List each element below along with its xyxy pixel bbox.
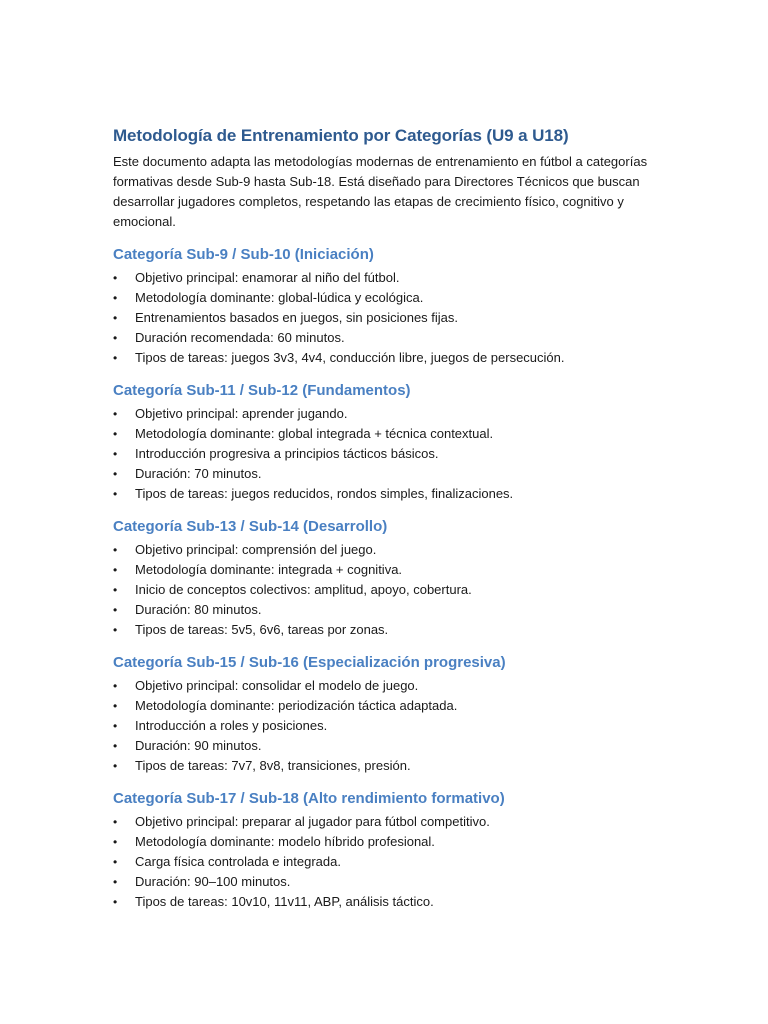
list-item — [113, 892, 673, 912]
bullet-list — [113, 676, 673, 776]
sections-container — [113, 244, 673, 912]
list-item-text: Objetivo principal: preparar al jugador para fútbol competitivo. — [135, 814, 490, 829]
list-item — [113, 328, 673, 348]
bullet-icon: • — [113, 447, 118, 461]
bullet-icon: • — [113, 563, 118, 577]
list-item-text: Tipos de tareas: 7v7, 8v8, transiciones, presión. — [135, 758, 411, 773]
list-item — [113, 872, 673, 892]
section-heading: Categoría Sub-17 / Sub-18 (Alto rendimiento formativo) — [113, 790, 505, 807]
bullet-icon: • — [113, 467, 118, 481]
bullet-icon: • — [113, 603, 118, 617]
list-item-text: Duración recomendada: 60 minutos. — [135, 330, 345, 345]
list-item — [113, 736, 673, 756]
list-item — [113, 676, 673, 696]
bullet-icon: • — [113, 407, 118, 421]
bullet-icon: • — [113, 855, 118, 869]
list-item-text: Metodología dominante: periodización táctica adaptada. — [135, 698, 458, 713]
bullet-list — [113, 812, 673, 912]
list-item-text: Objetivo principal: aprender jugando. — [135, 406, 348, 421]
bullet-icon: • — [113, 331, 118, 345]
list-item-text: Objetivo principal: enamorar al niño del fútbol. — [135, 270, 400, 285]
list-item — [113, 540, 673, 560]
list-item-text: Duración: 90 minutos. — [135, 738, 262, 753]
bullet-icon: • — [113, 623, 118, 637]
list-item-text: Carga física controlada e integrada. — [135, 854, 341, 869]
bullet-icon: • — [113, 311, 118, 325]
bullet-icon: • — [113, 699, 118, 713]
list-item-text: Tipos de tareas: 10v10, 11v11, ABP, análisis táctico. — [135, 894, 434, 909]
list-item-text: Metodología dominante: global integrada + técnica contextual. — [135, 426, 494, 441]
list-item-text: Metodología dominante: modelo híbrido profesional. — [135, 834, 435, 849]
list-item — [113, 288, 673, 308]
bullet-icon: • — [113, 875, 118, 889]
bullet-icon: • — [113, 719, 118, 733]
list-item — [113, 580, 673, 600]
list-item — [113, 484, 673, 504]
list-item — [113, 620, 673, 640]
section-heading: Categoría Sub-11 / Sub-12 (Fundamentos) — [113, 382, 411, 399]
list-item — [113, 812, 673, 832]
category-section — [113, 516, 673, 640]
bullet-icon: • — [113, 543, 118, 557]
category-section — [113, 652, 673, 776]
section-heading: Categoría Sub-13 / Sub-14 (Desarrollo) — [113, 518, 388, 535]
category-section — [113, 244, 673, 368]
bullet-list — [113, 268, 673, 368]
list-item — [113, 696, 673, 716]
bullet-icon: • — [113, 895, 118, 909]
list-item-text: Objetivo principal: comprensión del juego. — [135, 542, 377, 557]
list-item-text: Tipos de tareas: juegos 3v3, 4v4, conducción libre, juegos de persecución. — [135, 350, 565, 365]
list-item — [113, 348, 673, 368]
list-item — [113, 600, 673, 620]
list-item — [113, 404, 673, 424]
list-item-text: Objetivo principal: consolidar el modelo de juego. — [135, 678, 419, 693]
bullet-icon: • — [113, 291, 118, 305]
list-item — [113, 560, 673, 580]
list-item-text: Introducción progresiva a principios tácticos básicos. — [135, 446, 439, 461]
bullet-icon: • — [113, 739, 118, 753]
list-item-text: Duración: 80 minutos. — [135, 602, 262, 617]
list-item — [113, 832, 673, 852]
section-heading: Categoría Sub-9 / Sub-10 (Iniciación) — [113, 246, 374, 263]
list-item — [113, 464, 673, 484]
category-section — [113, 788, 673, 912]
bullet-icon: • — [113, 271, 118, 285]
list-item-text: Inicio de conceptos colectivos: amplitud, apoyo, cobertura. — [135, 582, 472, 597]
intro-paragraph: Este documento adapta las metodologías modernas de entrenamiento en fútbol a categorías formativas desde Sub-9 hasta Sub-18. Está diseñado para Directores Técnicos que buscan desarrollar jugadores completos, respetando las etapas de crecimiento físico, cognitivo y emocional. — [113, 154, 648, 229]
list-item — [113, 268, 673, 288]
bullet-icon: • — [113, 835, 118, 849]
list-item-text: Tipos de tareas: juegos reducidos, rondos simples, finalizaciones. — [135, 486, 514, 501]
list-item — [113, 716, 673, 736]
bullet-icon: • — [113, 679, 118, 693]
list-item-text: Tipos de tareas: 5v5, 6v6, tareas por zonas. — [135, 622, 389, 637]
list-item-text: Entrenamientos basados en juegos, sin posiciones fijas. — [135, 310, 459, 325]
list-item-text: Metodología dominante: global-lúdica y ecológica. — [135, 290, 424, 305]
list-item — [113, 756, 673, 776]
document-page — [113, 124, 673, 924]
document-title: Metodología de Entrenamiento por Categorías (U9 a U18) — [113, 126, 569, 145]
bullet-icon: • — [113, 759, 118, 773]
list-item-text: Metodología dominante: integrada + cognitiva. — [135, 562, 403, 577]
bullet-icon: • — [113, 427, 118, 441]
list-item — [113, 852, 673, 872]
bullet-icon: • — [113, 351, 118, 365]
list-item-text: Introducción a roles y posiciones. — [135, 718, 328, 733]
bullet-list — [113, 404, 673, 504]
list-item-text: Duración: 90–100 minutos. — [135, 874, 291, 889]
bullet-icon: • — [113, 815, 118, 829]
bullet-list — [113, 540, 673, 640]
section-heading: Categoría Sub-15 / Sub-16 (Especialización progresiva) — [113, 654, 506, 671]
bullet-icon: • — [113, 487, 118, 501]
list-item — [113, 444, 673, 464]
list-item — [113, 308, 673, 328]
list-item-text: Duración: 70 minutos. — [135, 466, 262, 481]
category-section — [113, 380, 673, 504]
bullet-icon: • — [113, 583, 118, 597]
list-item — [113, 424, 673, 444]
